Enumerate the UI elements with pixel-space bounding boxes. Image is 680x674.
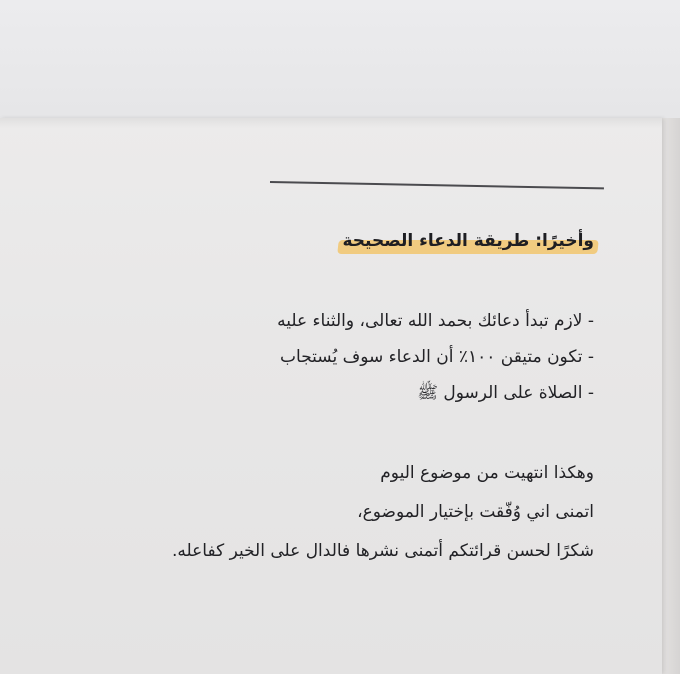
bullet-item: - لازم تبدأ دعائك بحمد الله تعالى، والثناء عليه: [277, 311, 594, 331]
bullet-item: - تكون متيقن ١٠٠٪ أن الدعاء سوف يُستجاب: [280, 347, 594, 367]
closing-line: وهكذا انتهيت من موضوع اليوم: [380, 463, 594, 483]
closing-line: اتمنى اني وُفّقت بإختيار الموضوع،: [357, 502, 594, 522]
page-top-shadow: [0, 118, 662, 128]
heading-text: وأخيرًا: طريقة الدعاء الصحيحة: [342, 231, 594, 251]
closing-line: شكرًا لحسن قرائتكم أتمنى نشرها فالدال على الخير كفاعله.: [172, 541, 594, 561]
bullet-item: - الصلاة على الرسول ﷺ: [417, 383, 594, 403]
heading-container: [343, 226, 595, 260]
